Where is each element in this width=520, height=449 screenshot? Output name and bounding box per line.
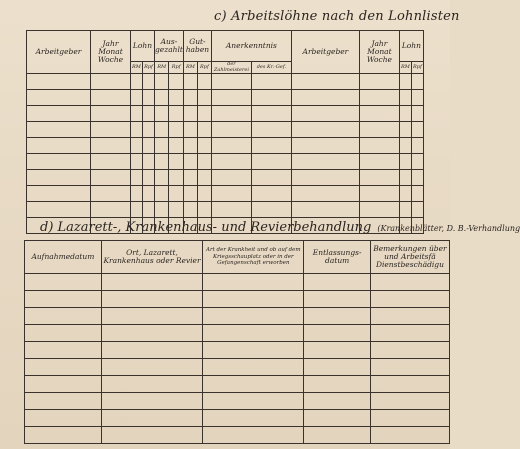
col-lohn-2: Lohn: [399, 31, 423, 62]
table-row: [25, 410, 450, 427]
subcol-rm: RM: [131, 62, 143, 74]
subcol-rm: RM: [155, 62, 169, 74]
subcol-rpf: Rpf: [197, 62, 211, 74]
col-jahr-monat-woche-2: Jahr Monat Woche: [359, 31, 399, 74]
table-row: [25, 325, 450, 342]
table-row: [25, 291, 450, 308]
wages-table: [26, 30, 424, 234]
subcol-rpf: Rpf: [143, 62, 155, 74]
col-aufnahmedatum: Aufnahmedatum: [25, 241, 102, 274]
col-lohn: Lohn: [131, 31, 155, 62]
col-guthaben: Gut-haben: [183, 31, 211, 62]
table-row: [27, 154, 424, 170]
col-ausgezahlt: Aus-gezahlt: [155, 31, 184, 62]
col-anerkenntnis: Anerkenntnis: [211, 31, 291, 62]
table-row: [27, 202, 424, 218]
table-row: [25, 274, 450, 291]
table-row: [27, 106, 424, 122]
treatment-table: [24, 240, 450, 444]
col-ort-lazarett: Ort, Lazarett, Krankenhaus oder Revier: [101, 241, 202, 274]
table-row: [25, 359, 450, 376]
table-row: [27, 90, 424, 106]
table-row: [25, 342, 450, 359]
col-jahr-monat-woche: Jahr Monat Woche: [91, 31, 131, 74]
table-row: [25, 393, 450, 410]
col-arbeitgeber: Arbeitgeber: [27, 31, 91, 74]
section-d-subtitle: (Krankenblätter, D. B.-Verhandlung: [377, 224, 520, 233]
subcol-rm: RM: [399, 62, 411, 74]
table-row: [27, 122, 424, 138]
subcol-rpf: Rpf: [169, 62, 183, 74]
section-d-heading: d) Lazarett-, Krankenhaus- und Revierbehandlung: [40, 220, 372, 235]
subcol-rpf: Rpf: [411, 62, 423, 74]
treatment-rows: [25, 274, 450, 444]
wages-rows: [27, 74, 424, 234]
subcol-zahlmeisterei: der Zahlmeisterei: [211, 62, 251, 74]
col-entlassungsdatum: Entlassungs-datum: [304, 241, 370, 274]
section-c-title: c) Arbeitslöhne nach den Lohnlisten: [214, 9, 460, 24]
section-d-title: [40, 220, 520, 235]
table-row: [25, 308, 450, 325]
table-row: [25, 427, 450, 444]
table-row: [27, 186, 424, 202]
table-row: [25, 376, 450, 393]
subcol-kr-gef: des Kr.-Gef.: [251, 62, 291, 74]
col-bemerkungen: Bemerkungen über und Arbeitsfä Dienstbeschädigu: [370, 241, 449, 274]
subcol-rm: RM: [183, 62, 197, 74]
table-row: [27, 170, 424, 186]
table-row: [27, 138, 424, 154]
table-row: [27, 74, 424, 90]
col-arbeitgeber-2: Arbeitgeber: [291, 31, 359, 74]
col-art-der-krankheit: Art der Krankheit und ob auf dem Kriegsschauplatz oder in der Gefangenschaft erworben: [203, 241, 304, 274]
